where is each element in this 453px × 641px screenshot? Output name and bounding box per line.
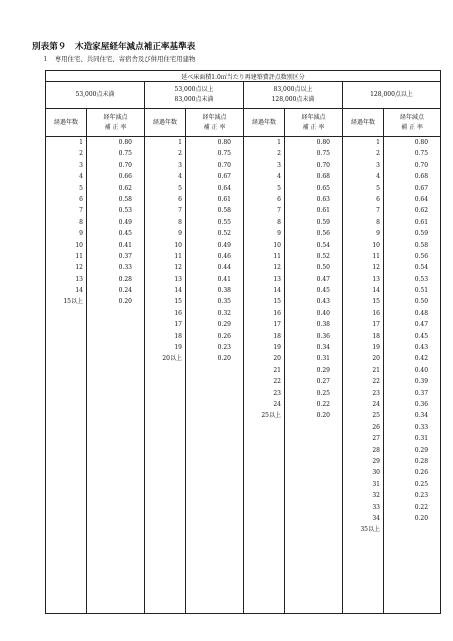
year-cell: 12 — [174, 264, 182, 272]
year-cell: 9 — [79, 230, 83, 238]
year-cell: 20 — [372, 355, 380, 363]
rate-cell: 0.29 — [217, 321, 231, 329]
rate-cell: 0.63 — [316, 195, 330, 203]
rate-cell: 0.75 — [217, 150, 231, 158]
year-cell: 4 — [277, 173, 281, 181]
rate-cell: 0.28 — [118, 275, 132, 283]
col-rate-line1: 経年減点 — [301, 113, 326, 121]
year-cell: 16 — [273, 309, 281, 317]
rate-cell: 0.54 — [316, 241, 330, 249]
rate-cell: 0.48 — [414, 309, 429, 317]
rate-cell: 0.29 — [316, 366, 330, 374]
year-cell: 1 — [277, 139, 281, 146]
range-header-4 — [343, 82, 441, 109]
year-cell: 14 — [273, 287, 281, 295]
rate-cell: 0.33 — [414, 423, 429, 431]
year-cell: 11 — [174, 252, 182, 260]
year-cell: 15 — [273, 298, 281, 306]
rate-cell: 0.20 — [414, 514, 429, 522]
rates-column-3 — [285, 137, 343, 614]
year-cell: 23 — [372, 389, 380, 397]
year-cell: 14 — [174, 287, 182, 295]
year-cell: 16 — [372, 309, 380, 317]
rate-cell: 0.80 — [414, 139, 429, 146]
rate-cell: 0.68 — [316, 173, 330, 181]
year-cell: 32 — [372, 492, 380, 500]
rate-cell: 0.62 — [118, 184, 132, 192]
year-cell: 25以上 — [261, 412, 281, 420]
rate-cell: 0.22 — [316, 400, 330, 408]
rate-cell: 0.26 — [414, 469, 429, 477]
rate-cell: 0.36 — [316, 332, 330, 340]
year-cell: 24 — [273, 400, 281, 408]
year-cell: 15 — [174, 298, 182, 306]
rate-cell: 0.45 — [414, 332, 429, 340]
rate-cell: 0.70 — [217, 161, 231, 169]
year-cell: 9 — [376, 230, 380, 238]
rate-cell: 0.53 — [118, 207, 132, 215]
year-cell: 5 — [376, 184, 380, 192]
year-cell: 3 — [277, 161, 281, 169]
year-cell: 3 — [376, 161, 380, 169]
rate-cell: 0.59 — [316, 218, 330, 226]
rate-cell: 0.55 — [217, 218, 231, 226]
rate-cell: 0.32 — [217, 309, 231, 317]
rate-cell: 0.38 — [316, 321, 330, 329]
area-header: 延べ床面積1.0㎡当たり再建築費評点数別区分 — [46, 71, 441, 82]
rate-cell: 0.45 — [118, 230, 132, 238]
col-rate-line1: 経年減点 — [400, 113, 425, 121]
rates-column-2 — [186, 137, 244, 614]
year-cell: 19 — [372, 344, 380, 352]
range-2-line2: 83,000点未満 — [174, 96, 214, 103]
year-cell: 4 — [376, 173, 380, 181]
year-cell: 8 — [376, 218, 380, 226]
rate-cell: 0.50 — [316, 264, 330, 272]
rate-cell: 0.80 — [217, 139, 231, 146]
year-cell: 19 — [174, 344, 182, 352]
year-cell: 15 — [372, 298, 380, 306]
year-cell: 7 — [277, 207, 281, 215]
year-cell: 31 — [372, 480, 380, 488]
rate-cell: 0.80 — [118, 139, 132, 146]
rate-cell: 0.49 — [118, 218, 132, 226]
rates-column-4 — [384, 137, 441, 614]
year-cell: 24 — [372, 400, 380, 408]
rate-cell: 0.75 — [118, 150, 132, 158]
year-cell: 12 — [273, 264, 281, 272]
col-year-header: 経過年数 — [244, 109, 285, 137]
year-cell: 13 — [75, 275, 83, 283]
rate-cell: 0.70 — [414, 161, 429, 169]
col-rate-header — [186, 109, 244, 137]
rate-cell: 0.62 — [414, 207, 429, 215]
range-3-line2: 128,000点未満 — [271, 96, 315, 103]
rate-cell: 0.23 — [414, 492, 429, 500]
year-cell: 5 — [178, 184, 182, 192]
rate-cell: 0.70 — [316, 161, 330, 169]
year-cell: 28 — [372, 446, 380, 454]
rate-cell: 0.43 — [414, 344, 429, 352]
rate-cell: 0.31 — [316, 355, 330, 363]
year-cell: 7 — [376, 207, 380, 215]
year-cell: 6 — [376, 195, 380, 203]
rate-cell: 0.33 — [118, 264, 132, 272]
year-cell: 22 — [372, 378, 380, 386]
rate-cell: 0.68 — [414, 173, 429, 181]
year-cell: 23 — [273, 389, 281, 397]
rate-cell: 0.26 — [217, 332, 231, 340]
year-cell: 27 — [372, 435, 380, 443]
rate-cell: 0.61 — [316, 207, 330, 215]
rate-cell: 0.53 — [414, 275, 429, 283]
year-cell: 4 — [178, 173, 182, 181]
year-cell: 11 — [372, 252, 380, 260]
years-column-3 — [244, 137, 285, 614]
year-cell: 26 — [372, 423, 380, 431]
rate-cell: 0.37 — [414, 389, 429, 397]
rate-cell: 0.20 — [118, 298, 132, 306]
rate-cell: 0.52 — [316, 252, 330, 260]
page-title: 別表第９ 木造家屋経年減点補正率基準表 — [32, 42, 196, 52]
year-cell: 5 — [79, 184, 83, 192]
rate-cell: 0.37 — [118, 252, 132, 260]
rates-column-1 — [87, 137, 145, 614]
year-cell: 1 — [178, 139, 182, 146]
year-cell: 7 — [178, 207, 182, 215]
rate-cell: 0.34 — [316, 344, 330, 352]
year-cell: 5 — [277, 184, 281, 192]
year-cell: 17 — [273, 321, 281, 329]
year-cell: 14 — [372, 287, 380, 295]
rate-cell: 0.59 — [414, 230, 429, 238]
range-1-line1: 53,000点未満 — [75, 91, 115, 98]
year-cell: 22 — [273, 378, 281, 386]
rate-cell: 0.50 — [414, 298, 429, 306]
rate-cell: 0.29 — [414, 446, 429, 454]
year-cell: 18 — [174, 332, 182, 340]
year-cell: 12 — [372, 264, 380, 272]
year-cell: 12 — [75, 264, 83, 272]
rate-cell: 0.61 — [217, 195, 231, 203]
year-cell: 10 — [372, 241, 380, 249]
year-cell: 29 — [372, 457, 380, 465]
rate-cell: 0.31 — [414, 435, 429, 443]
rate-cell: 0.58 — [414, 241, 429, 249]
rate-cell: 0.70 — [118, 161, 132, 169]
rate-cell: 0.35 — [217, 298, 231, 306]
rate-cell: 0.27 — [316, 378, 330, 386]
year-cell: 2 — [277, 150, 281, 158]
col-rate-header — [285, 109, 343, 137]
rate-cell: 0.75 — [414, 150, 429, 158]
year-cell: 2 — [79, 150, 83, 158]
year-cell: 17 — [174, 321, 182, 329]
rate-cell: 0.46 — [217, 252, 231, 260]
year-cell: 6 — [79, 195, 83, 203]
year-cell: 6 — [277, 195, 281, 203]
rate-cell: 0.41 — [217, 275, 231, 283]
year-cell: 9 — [277, 230, 281, 238]
rate-cell: 0.49 — [217, 241, 231, 249]
years-column-2 — [145, 137, 186, 614]
year-cell: 1 — [79, 139, 83, 146]
rate-cell: 0.80 — [316, 139, 330, 146]
col-rate-line1: 経年減点 — [103, 113, 128, 121]
year-cell: 10 — [174, 241, 182, 249]
rate-cell: 0.42 — [414, 355, 429, 363]
rate-cell: 0.58 — [118, 195, 132, 203]
year-cell: 14 — [75, 287, 83, 295]
year-cell: 10 — [273, 241, 281, 249]
year-cell: 11 — [273, 252, 281, 260]
rate-cell: 0.22 — [414, 503, 429, 511]
year-cell: 16 — [174, 309, 182, 317]
year-cell: 10 — [75, 241, 83, 249]
year-cell: 18 — [273, 332, 281, 340]
year-cell: 7 — [79, 207, 83, 215]
depreciation-table — [45, 70, 441, 614]
rate-cell: 0.20 — [217, 355, 231, 363]
range-4-line1: 128,000点以上 — [370, 91, 413, 98]
year-cell: 15以上 — [63, 298, 83, 306]
col-rate-line2: 補 正 率 — [104, 123, 127, 131]
col-year-header: 経過年数 — [145, 109, 186, 137]
year-cell: 25 — [372, 412, 380, 420]
years-column-4 — [343, 137, 384, 614]
rate-cell: 0.54 — [414, 264, 429, 272]
year-cell: 20 — [273, 355, 281, 363]
year-cell: 34 — [372, 514, 380, 522]
section-subtitle: １ 専用住宅、共同住宅、寄宿舎及び併用住宅用建物 — [42, 55, 196, 63]
year-cell: 18 — [372, 332, 380, 340]
col-rate-line1: 経年減点 — [202, 113, 227, 121]
rate-cell: 0.25 — [316, 389, 330, 397]
rate-cell: 0.24 — [118, 287, 132, 295]
year-cell: 9 — [178, 230, 182, 238]
year-cell: 3 — [178, 161, 182, 169]
range-header-2 — [145, 82, 244, 109]
year-cell: 3 — [79, 161, 83, 169]
year-cell: 8 — [79, 218, 83, 226]
year-cell: 13 — [273, 275, 281, 283]
rate-cell: 0.51 — [414, 287, 429, 295]
col-year-header: 経過年数 — [343, 109, 384, 137]
year-cell: 6 — [178, 195, 182, 203]
range-header-1 — [46, 82, 145, 109]
rate-cell: 0.64 — [217, 184, 231, 192]
rate-cell: 0.25 — [414, 480, 429, 488]
rate-cell: 0.28 — [414, 457, 429, 465]
year-cell: 13 — [372, 275, 380, 283]
range-3-line1: 83,000点以上 — [273, 86, 313, 93]
year-cell: 19 — [273, 344, 281, 352]
rate-cell: 0.23 — [217, 344, 231, 352]
rate-cell: 0.56 — [414, 252, 429, 260]
col-rate-line2: 補 正 率 — [203, 123, 226, 131]
rate-cell: 0.38 — [217, 287, 231, 295]
rate-cell: 0.75 — [316, 150, 330, 158]
year-cell: 30 — [372, 469, 380, 477]
rate-cell: 0.45 — [316, 287, 330, 295]
rate-cell: 0.44 — [217, 264, 231, 272]
rate-cell: 0.43 — [316, 298, 330, 306]
year-cell: 2 — [178, 150, 182, 158]
rate-cell: 0.41 — [118, 241, 132, 249]
rate-cell: 0.61 — [414, 218, 429, 226]
rate-cell: 0.56 — [316, 230, 330, 238]
year-cell: 21 — [273, 366, 281, 374]
rate-cell: 0.47 — [414, 321, 429, 329]
rate-cell: 0.36 — [414, 400, 429, 408]
rate-cell: 0.34 — [414, 412, 429, 420]
rate-cell: 0.47 — [316, 275, 330, 283]
rate-cell: 0.67 — [217, 173, 231, 181]
year-cell: 17 — [372, 321, 380, 329]
year-cell: 11 — [75, 252, 83, 260]
rate-cell: 0.20 — [316, 412, 330, 420]
rate-cell: 0.65 — [316, 184, 330, 192]
rate-cell: 0.66 — [118, 173, 132, 181]
col-rate-line2: 補 正 率 — [401, 123, 423, 131]
year-cell: 13 — [174, 275, 182, 283]
year-cell: 33 — [372, 503, 380, 511]
rate-cell: 0.58 — [217, 207, 231, 215]
year-cell: 20以上 — [162, 355, 182, 363]
rate-cell: 0.39 — [414, 378, 429, 386]
rate-cell: 0.67 — [414, 184, 429, 192]
range-header-3 — [244, 82, 343, 109]
year-cell: 8 — [178, 218, 182, 226]
col-year-header: 経過年数 — [46, 109, 87, 137]
year-cell: 1 — [376, 139, 380, 146]
rate-cell: 0.52 — [217, 230, 231, 238]
year-cell: 35以上 — [360, 526, 380, 534]
rate-cell: 0.64 — [414, 195, 429, 203]
col-rate-header — [87, 109, 145, 137]
year-cell: 2 — [376, 150, 380, 158]
rate-cell: 0.40 — [316, 309, 330, 317]
col-rate-header — [384, 109, 441, 137]
year-cell: 21 — [372, 366, 380, 374]
year-cell: 8 — [277, 218, 281, 226]
years-column-1 — [46, 137, 87, 614]
col-rate-line2: 補 正 率 — [302, 123, 325, 131]
rate-cell: 0.40 — [414, 366, 429, 374]
range-2-line1: 53,000点以上 — [174, 86, 214, 93]
year-cell: 4 — [79, 173, 83, 181]
